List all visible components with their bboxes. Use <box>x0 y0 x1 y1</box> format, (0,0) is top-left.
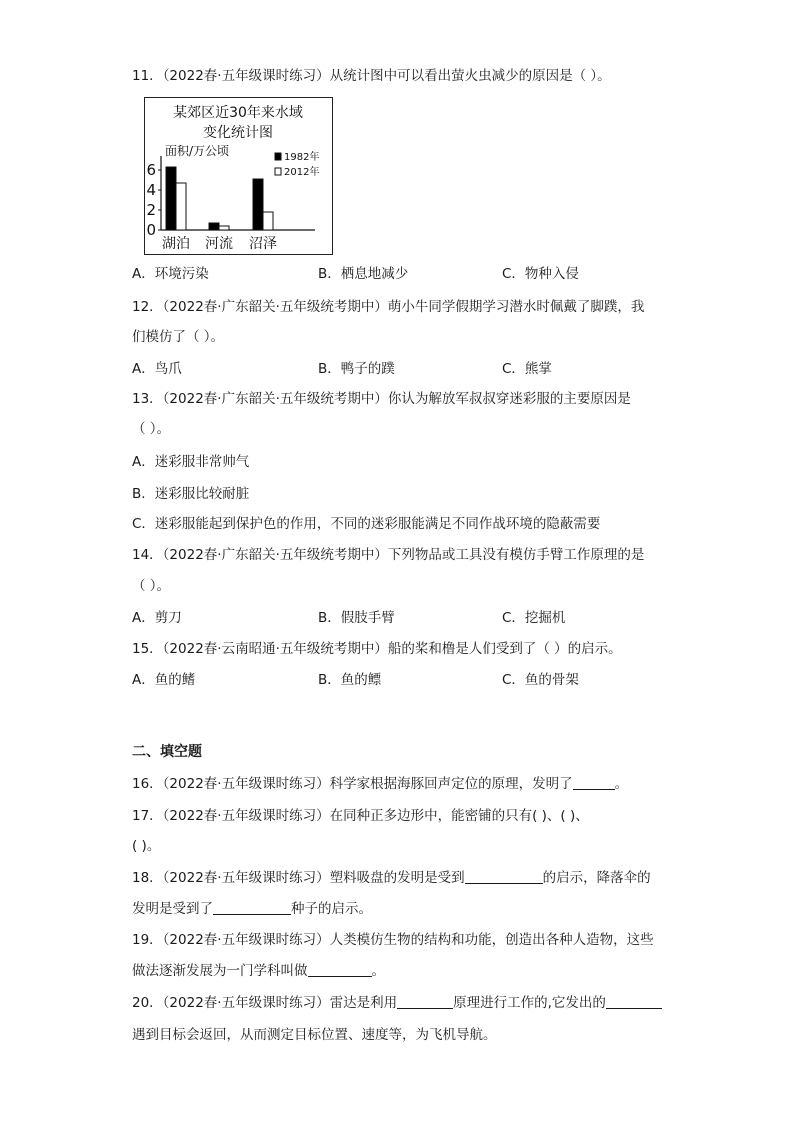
q14-option-a[interactable]: A．剪刀 <box>132 610 182 626</box>
chart-category-label-1: 河流 <box>205 236 233 252</box>
chart-svg <box>145 98 332 254</box>
question-text-mid: 的启示，降落伞的 <box>542 870 651 886</box>
question-text: 做法逐渐发展为一门学科叫做 <box>132 963 308 979</box>
question-text: 18．（2022春·五年级课时练习）塑料吸盘的发明是受到 <box>132 870 465 886</box>
q12-option-a[interactable]: A．鸟爪 <box>132 361 182 377</box>
chart-title-line1: 某郊区近30年来水域 <box>173 105 303 121</box>
question-13-line1: 13．（2022春·广东韶关·五年级统考期中）你认为解放军叔叔穿迷彩服的主要原因是 <box>132 391 631 407</box>
question-17-line1: 17．（2022春·五年级课时练习）在同种正多边形中，能密铺的只有( )、( )、 <box>132 808 589 824</box>
q13-option-a[interactable]: A．迷彩服非常帅气 <box>132 454 250 470</box>
q14-option-b[interactable]: B．假肢手臂 <box>318 610 395 626</box>
question-20-line2: 遇到目标会返回，从而测定目标位置、速度等，为飞机导航。 <box>132 1027 497 1043</box>
answer-blank-2[interactable] <box>213 900 291 915</box>
chart-bar-沼泽-1982年 <box>253 179 263 230</box>
question-text: 16．（2022春·五年级课时练习）科学家根据海豚回声定位的原理，发明了 <box>132 776 573 792</box>
question-13-line2: （ ）。 <box>132 421 171 437</box>
question-14-line2: （ ）。 <box>132 578 171 594</box>
question-12-line1: 12．（2022春·广东韶关·五年级统考期中）萌小牛同学假期学习潜水时佩戴了脚蹼，我 <box>132 299 645 315</box>
q11-option-a[interactable]: A．环境污染 <box>132 266 209 282</box>
chart-title-line2: 变化统计图 <box>203 125 273 141</box>
q15-option-b[interactable]: B．鱼的鳔 <box>318 672 382 688</box>
q11-option-b[interactable]: B．栖息地减少 <box>318 266 409 282</box>
chart-category-label-2: 沼泽 <box>249 236 277 252</box>
chart-y-axis-label: 面积/万公顷 <box>165 144 230 158</box>
q12-option-c[interactable]: C．熊掌 <box>502 361 552 377</box>
chart-bar-湖泊-2012年 <box>176 183 186 230</box>
q15-option-a[interactable]: A．鱼的鳍 <box>132 672 196 688</box>
chart-bar-沼泽-2012年 <box>263 212 273 230</box>
chart-legend-swatch-1 <box>275 168 281 175</box>
question-20-line1 <box>132 994 662 1012</box>
question-19-line1: 19．（2022春·五年级课时练习）人类模仿生物的结构和功能，创造出各种人造物，这些 <box>132 932 654 948</box>
question-text-end: 。 <box>614 776 629 792</box>
answer-blank-1[interactable] <box>397 994 453 1009</box>
section-fill-in-title: 二、填空题 <box>132 744 202 760</box>
answer-blank-1[interactable] <box>465 869 543 884</box>
answer-blank[interactable] <box>573 775 615 790</box>
q13-option-b[interactable]: B．迷彩服比较耐脏 <box>132 486 250 502</box>
question-text: 发明是受到了 <box>132 901 213 917</box>
question-text: 从统计图中可以看出萤火虫减少的原因是（ ）。 <box>329 68 611 84</box>
chart-bar-湖泊-1982年 <box>166 167 176 230</box>
chart-legend-label-0: 1982年 <box>284 152 320 163</box>
q11-option-c[interactable]: C．物种入侵 <box>502 266 579 282</box>
question-text: 20．（2022春·五年级课时练习）雷达是利用 <box>132 995 398 1011</box>
answer-blank-2[interactable] <box>606 994 662 1009</box>
question-16 <box>132 775 628 793</box>
question-text-end: 。 <box>371 963 385 979</box>
chart-bar-河流-2012年 <box>219 226 229 230</box>
q15-option-c[interactable]: C．鱼的骨架 <box>502 672 579 688</box>
chart-legend-swatch-0 <box>275 153 281 160</box>
question-12-line2: 们模仿了（ ）。 <box>132 329 225 345</box>
question-17-line2: ( )。 <box>132 838 161 854</box>
chart-y-tick-label-2: 4 <box>146 181 156 199</box>
chart-y-tick-label-1: 2 <box>146 201 156 219</box>
question-19-line2 <box>132 962 385 980</box>
chart-legend-label-1: 2012年 <box>284 167 320 178</box>
question-14-line1: 14．（2022春·广东韶关·五年级统考期中）下列物品或工具没有模仿手臂工作原理的是 <box>132 547 645 563</box>
water-area-chart <box>144 97 333 255</box>
q12-option-b[interactable]: B．鸭子的蹼 <box>318 361 395 377</box>
question-18-line1 <box>132 869 651 887</box>
chart-y-tick-label-0: 0 <box>146 221 156 239</box>
question-15-line1: 15．（2022春·云南昭通·五年级统考期中）船的桨和橹是人们受到了（ ）的启示。 <box>132 641 622 657</box>
answer-blank[interactable] <box>308 962 372 977</box>
chart-y-tick-label-3: 6 <box>146 161 156 179</box>
question-18-line2 <box>132 900 372 918</box>
chart-category-label-0: 湖泊 <box>162 236 190 252</box>
question-text-end: 种子的启示。 <box>291 901 372 917</box>
q13-option-c[interactable]: C．迷彩服能起到保护色的作用，不同的迷彩服能满足不同作战环境的隐蔽需要 <box>132 516 601 532</box>
question-source: （2022春·五年级课时练习） <box>162 68 330 84</box>
question-text-mid: 原理进行工作的,它发出的 <box>453 995 606 1011</box>
chart-bar-河流-1982年 <box>209 223 219 230</box>
q14-option-c[interactable]: C．挖掘机 <box>502 610 566 626</box>
question-number: 11． <box>132 68 163 84</box>
question-11-stem <box>132 67 611 85</box>
